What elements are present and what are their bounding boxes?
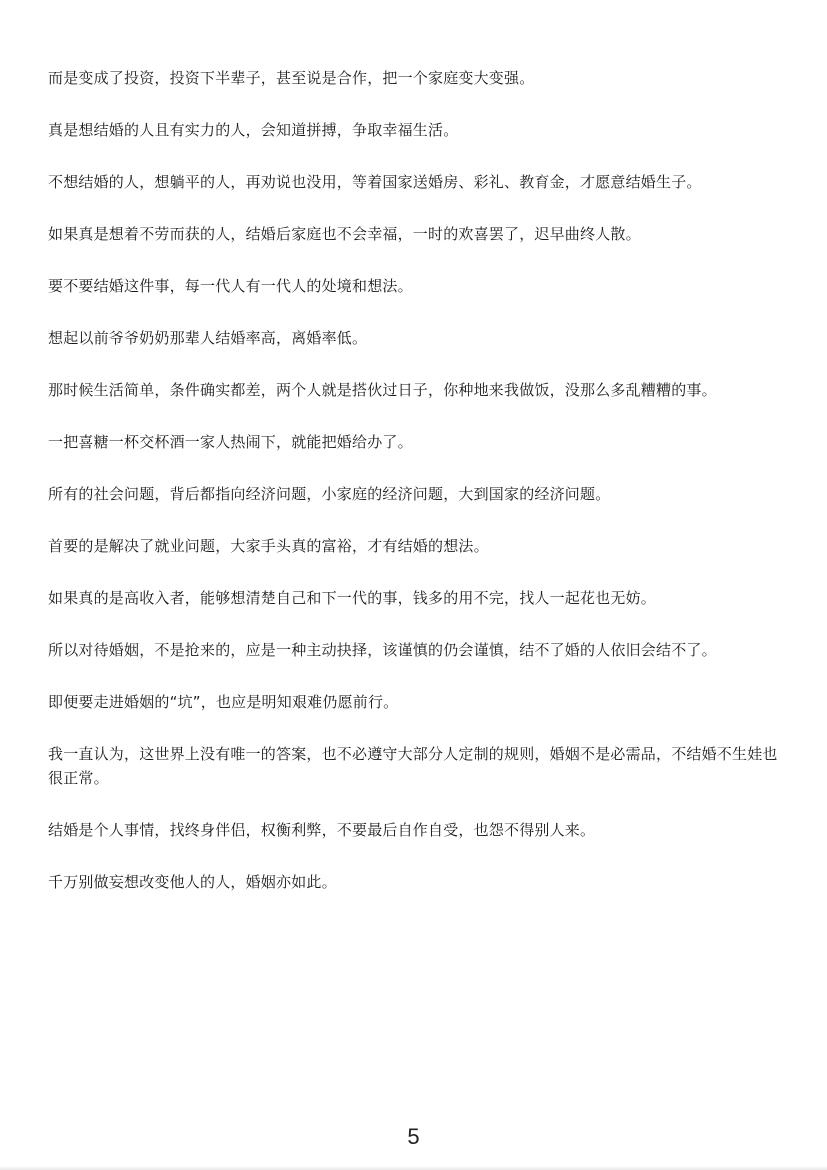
paragraph: 不想结婚的人，想躺平的人，再劝说也没用，等着国家送婚房、彩礼、教育金，才愿意结婚生子。 xyxy=(48,173,702,191)
paragraph: 而是变成了投资，投资下半辈子，甚至说是合作，把一个家庭变大变强。 xyxy=(48,69,535,87)
paragraph: 如果真是想着不劳而获的人，结婚后家庭也不会幸福，一时的欢喜罢了，迟早曲终人散。 xyxy=(48,225,641,243)
paragraph: 所有的社会问题，背后都指向经济问题，小家庭的经济问题，大到国家的经济问题。 xyxy=(48,485,611,503)
paragraph: 我一直认为，这世界上没有唯一的答案，也不必遵守大部分人定制的规则，婚姻不是必需品，不结婚不生娃也很正常。 xyxy=(48,745,778,787)
paragraph: 如果真的是高收入者，能够想清楚自己和下一代的事，钱多的用不完，找人一起花也无妨。 xyxy=(48,589,657,607)
paragraph: 所以对待婚姻，不是抢来的，应是一种主动抉择，该谨慎的仍会谨慎，结不了婚的人依旧会结不了。 xyxy=(48,641,717,659)
page-number: 5 xyxy=(407,1124,420,1149)
paragraph: 首要的是解决了就业问题，大家手头真的富裕，才有结婚的想法。 xyxy=(48,537,489,555)
paragraph: 想起以前爷爷奶奶那辈人结婚率高，离婚率低。 xyxy=(48,329,368,347)
paragraph: 结婚是个人事情，找终身伴侣，权衡利弊，不要最后自作自受，也怨不得别人来。 xyxy=(48,821,596,839)
article-body xyxy=(48,66,780,922)
page-bottom-edge xyxy=(0,1166,827,1170)
paragraph: 那时候生活简单，条件确实都差，两个人就是搭伙过日子，你种地来我做饭，没那么多乱糟糟的事。 xyxy=(48,381,717,399)
paragraph: 即便要走进婚姻的“坑”，也应是明知艰难仍愿前行。 xyxy=(48,693,399,711)
paragraph: 真是想结婚的人且有实力的人，会知道拼搏，争取幸福生活。 xyxy=(48,121,459,139)
paragraph: 要不要结婚这件事，每一代人有一代人的处境和想法。 xyxy=(48,277,413,295)
paragraph: 千万别做妄想改变他人的人，婚姻亦如此。 xyxy=(48,873,337,891)
paragraph: 一把喜糖一杯交杯酒一家人热闹下，就能把婚给办了。 xyxy=(48,433,413,451)
